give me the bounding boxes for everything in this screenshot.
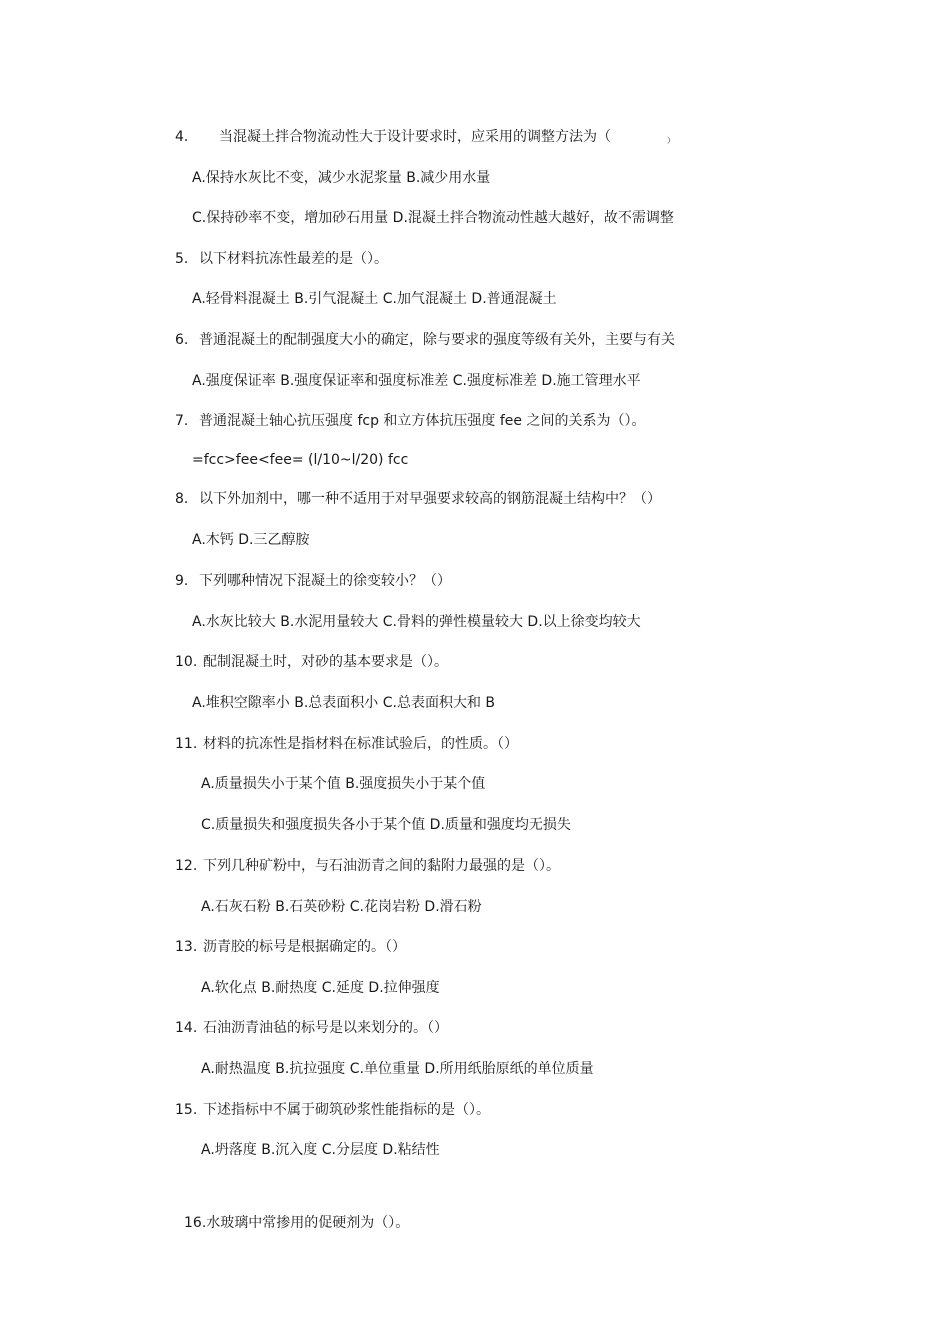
option-line: A.木钙 D.三乙醇胺 — [192, 532, 310, 548]
question-text: 当混凝土拌合物流动性大于设计要求时，应采用的调整方法为（ — [219, 129, 611, 145]
question-text: 以下材料抗冻性最差的是（）。 — [199, 251, 388, 267]
option-line: C.保持砂率不变，增加砂石用量 D.混凝土拌合物流动性越大越好，故不需调整 — [192, 210, 674, 226]
question-text: 下列哪种情况下混凝土的徐变较小？（） — [199, 573, 451, 589]
question-text: 石油沥青油毡的标号是以来划分的。（） — [203, 1020, 448, 1036]
option-line: A.软化点 B.耐热度 C.延度 D.拉伸强度 — [201, 980, 440, 996]
option-line: =fcc>fee<fee= (l/10~l/20) fcc — [192, 452, 409, 468]
question-9 — [175, 572, 451, 590]
option-line: A.堆积空隙率小 B.总表面积小 C.总表面积大和 B — [192, 695, 496, 711]
question-5 — [175, 250, 388, 268]
question-number: 4. — [175, 129, 189, 145]
question-text: 下述指标中不属于砌筑砂浆性能指标的是（）。 — [203, 1102, 490, 1118]
option-line: A.质量损失小于某个值 B.强度损失小于某个值 — [201, 776, 486, 792]
question-text: 沥青胶的标号是根据确定的。（） — [203, 939, 406, 955]
question-15 — [175, 1101, 490, 1119]
question-text: 以下外加剂中，哪一种不适用于对早强要求较高的钢筋混凝土结构中？（） — [199, 491, 661, 507]
question-text: 普通混凝土轴心抗压强度 fcp 和立方体抗压强度 fee 之间的关系为（）。 — [199, 413, 646, 429]
question-number: 11. — [175, 736, 198, 752]
question-number: 12. — [175, 858, 198, 874]
question-16: 16.水玻璃中常掺用的促硬剂为（）。 — [184, 1215, 410, 1231]
question-number: 7. — [175, 413, 189, 429]
question-text: 下列几种矿粉中，与石油沥青之间的黏附力最强的是（）。 — [203, 858, 560, 874]
option-line: A.石灰石粉 B.石英砂粉 C.花岗岩粉 D.滑石粉 — [201, 899, 482, 915]
question-8 — [175, 490, 661, 508]
question-number: 6. — [175, 332, 189, 348]
question-text: 普通混凝土的配制强度大小的确定，除与要求的强度等级有关外，主要与有关 — [199, 332, 675, 348]
option-line: A.轻骨料混凝土 B.引气混凝土 C.加气混凝土 D.普通混凝土 — [192, 291, 557, 307]
question-number: 10. — [175, 654, 198, 670]
question-7 — [175, 412, 645, 430]
option-line: A.水灰比较大 B.水泥用量较大 C.骨料的弹性模量较大 D.以上徐变均较大 — [192, 614, 641, 630]
question-number: 9. — [175, 573, 189, 589]
question-14 — [175, 1019, 448, 1037]
question-10 — [175, 653, 448, 671]
question-4 — [175, 128, 675, 150]
question-11 — [175, 735, 518, 753]
question-trail: ） — [667, 136, 675, 145]
option-line: A.保持水灰比不变，减少水泥浆量 B.减少用水量 — [192, 170, 491, 186]
question-number: 13. — [175, 939, 198, 955]
question-number: 14. — [175, 1020, 198, 1036]
option-line: C.质量损失和强度损失各小于某个值 D.质量和强度均无损失 — [201, 817, 571, 833]
option-line: A.耐热温度 B.抗拉强度 C.单位重量 D.所用纸胎原纸的单位质量 — [201, 1061, 594, 1077]
option-line: A.强度保证率 B.强度保证率和强度标准差 C.强度标准差 D.施工管理水平 — [192, 373, 641, 389]
question-text: 材料的抗冻性是指材料在标准试验后，的性质。（） — [203, 736, 518, 752]
question-12 — [175, 857, 560, 875]
question-text: 配制混凝土时，对砂的基本要求是（）。 — [203, 654, 448, 670]
question-6 — [175, 331, 675, 349]
question-number: 15. — [175, 1102, 198, 1118]
option-line: A.坍落度 B.沉入度 C.分层度 D.粘结性 — [201, 1142, 440, 1158]
question-13 — [175, 938, 406, 956]
question-number: 5. — [175, 251, 189, 267]
question-number: 8. — [175, 491, 189, 507]
